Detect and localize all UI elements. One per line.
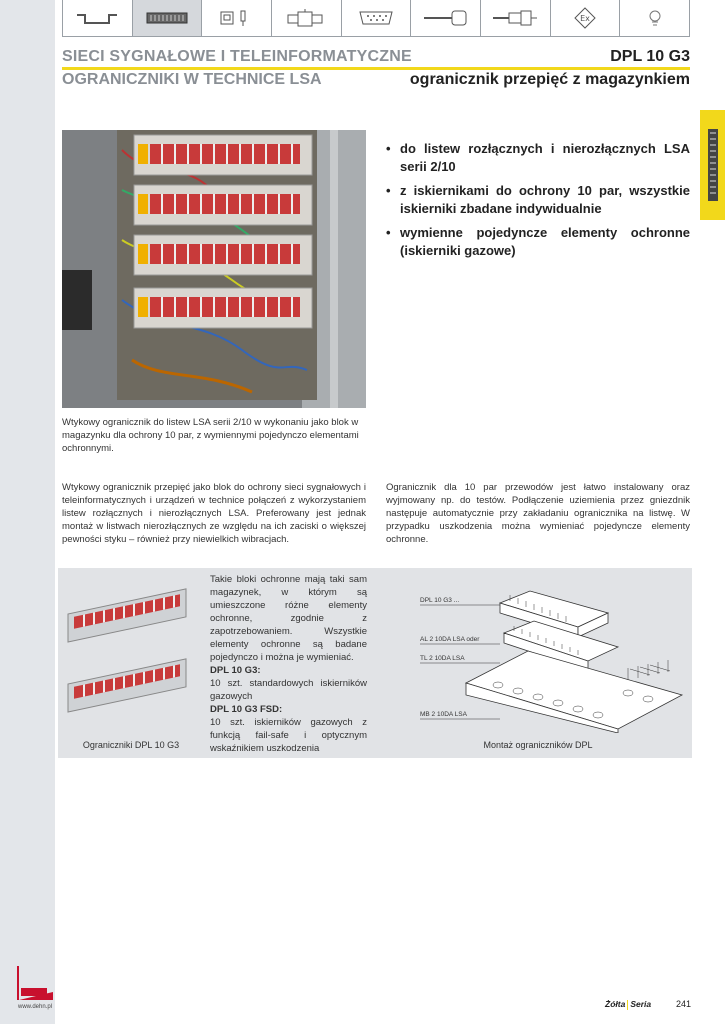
feature-item: • wymienne pojedyncze elementy ochronne (iskierniki gazowe) xyxy=(386,224,690,260)
connector-plug-icon xyxy=(213,7,261,29)
category-tab-cable[interactable] xyxy=(410,0,480,37)
series-separator xyxy=(627,1000,628,1010)
diagram-caption: Montaż ograniczników DPL xyxy=(483,740,593,750)
product-caption: Ograniczniki DPL 10 G3 xyxy=(82,740,180,750)
feature-item: • z iskiernikami do ochrony 10 par, wszystkie iskierniki zbadane indywidualnie xyxy=(386,182,690,218)
category-title: SIECI SYGNAŁOWE I TELEINFORMATYCZNE xyxy=(62,48,412,65)
category-tab-connector[interactable] xyxy=(201,0,271,37)
dehn-logo xyxy=(17,966,53,1004)
variant-2-title: DPL 10 G3 FSD: xyxy=(210,704,283,715)
category-tab-lighting[interactable] xyxy=(619,0,690,37)
category-tab-ex[interactable] xyxy=(550,0,620,37)
diagram-label: AL 2 10DA LSA oder xyxy=(420,636,480,643)
sub-d-connector-icon xyxy=(352,7,400,29)
category-tab-bnc[interactable] xyxy=(480,0,550,37)
pcb-module-icon xyxy=(143,7,191,29)
description-right: Ogranicznik dla 10 par przewodów jest łatwo instalowany oraz wyjmowany np. do testów. Podłączenie uziemienia przez gniezdnik następuje automatycznie przy zakładaniu ogranicznika na listwę. W przypadku uszkodzenia można wymieniać pojedyncze elementy ochronne. xyxy=(386,482,690,545)
product-subtitle: ogranicznik przepięć z magazynkiem xyxy=(409,71,690,88)
coax-adapter-icon xyxy=(282,7,330,29)
diagram-label: DPL 10 G3 ... xyxy=(420,597,460,604)
website-url[interactable]: www.dehn.pl xyxy=(18,1004,53,1010)
product-blocks-image xyxy=(64,580,194,730)
category-tab-pcb[interactable] xyxy=(132,0,202,37)
category-tab-subd[interactable] xyxy=(341,0,411,37)
category-tab-rail[interactable] xyxy=(62,0,132,37)
svg-text:Ex: Ex xyxy=(580,14,590,23)
rail-icon xyxy=(73,7,121,29)
subcategory-title: OGRANICZNIKI W TECHNICE LSA xyxy=(62,71,322,88)
variants-text xyxy=(210,573,367,755)
mounting-diagram xyxy=(418,573,690,733)
feature-list xyxy=(386,140,690,266)
series-label xyxy=(605,999,651,1010)
series-name-a: Żółta xyxy=(605,999,626,1009)
pcb-module-icon xyxy=(706,125,720,205)
diagram-label: TL 2 10DA LSA xyxy=(420,655,465,662)
ex-protection-icon xyxy=(561,7,609,29)
product-code: DPL 10 G3 xyxy=(610,48,690,65)
description-left: Wtykowy ogranicznik przepięć jako blok do ochrony sieci sygnałowych i teleinformatycznych i urządzeń w technice połączeń z wykorzystaniem listew rozłącznych i nierozłącznych LSA. Preferowany jest jednak montaż w listwach nierozłącznych ze względu na ich zaciski o większej pewności styku – również przy niewielkich wibracjach. xyxy=(62,482,366,545)
category-tab-coax[interactable] xyxy=(271,0,341,37)
series-name-b: Seria xyxy=(630,999,652,1009)
product-installation-photo xyxy=(62,130,366,408)
category-icon-bar xyxy=(62,0,690,37)
lightbulb-icon xyxy=(631,7,679,29)
left-side-band xyxy=(0,0,55,1024)
bnc-connector-icon xyxy=(491,7,539,29)
diagram-label: MB 2 10DA LSA xyxy=(420,711,467,718)
page-number: 241 xyxy=(676,999,692,1009)
variant-2-text: 10 szt. iskierników gazowych z funkcją fail-safe i optycznym wskaźnikiem uszkodzenia xyxy=(210,717,367,754)
feature-item: • do listew rozłącznych i nierozłącznych LSA serii 2/10 xyxy=(386,140,690,176)
variants-intro: Takie bloki ochronne mają taki sam magazynek, w którym są umieszczone różne elementy ochronne, zgodnie z zapotrzebowaniem. Wszystkie elementy ochronne są badane pojedynczo i można je wymieniać. xyxy=(210,574,367,663)
variant-1-title: DPL 10 G3: xyxy=(210,665,261,676)
variant-1-text: 10 szt. standardowych iskierników gazowych xyxy=(210,678,367,702)
side-series-tab[interactable] xyxy=(700,110,725,220)
photo-caption: Wtykowy ogranicznik do listew LSA serii 2/10 w wykonaniu jako blok w magazynku dla ochrony 10 par, z wymiennymi pojedynczo elementami ochronnymi. xyxy=(62,417,359,454)
cable-connector-icon xyxy=(422,7,470,29)
